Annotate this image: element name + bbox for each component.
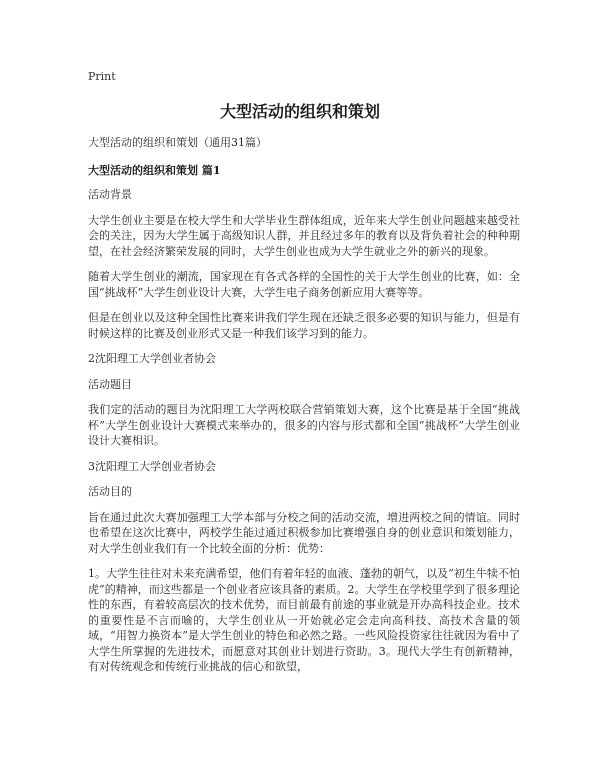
document-body: [88, 135, 520, 685]
body-paragraph: 1。大学生往往对未来充满希望，他们有着年轻的血液、蓬勃的朝气，以及“初生牛犊不怕虎”的精神，而这些都是一个创业者应该具备的素质。2。大学生在学校里学到了很多理论性的东西，有着较高层次的技术优势，而目前最有前途的事业就是开办高科技企业。技术的重要性是不言而喻的，大学生创业从一开始就必定会走向高科技、高技术含量的领域，“用智力换资本”是大学生创业的特色和必然之路。一些风险投资家往往就因为看中了大学生所掌握的先进技术，而愿意对其创业计划进行资助。3。现代大学生有创新精神，有对传统观念和传统行业挑战的信心和欲望，: [88, 567, 520, 673]
body-paragraph: 旨在通过此次大赛加强理工大学本部与分校之间的活动交流，增进两校之间的情谊。同时也希望在这次比赛中，两校学生能过通过积极参加比赛增强自身的创业意识和策划能力，对大学生创业我们有一个比较全面的分析：优势：: [88, 510, 520, 555]
body-paragraph: 但是在创业以及这种全国性比赛来讲我们学生现在还缺乏很多必要的知识与能力，但是有时候这样的比赛及创业形式又是一种我们该学习到的能力。: [88, 311, 520, 340]
section-label: 2沈阳理工大学创业者协会: [88, 352, 216, 365]
print-link[interactable]: Print: [88, 70, 116, 83]
page-title: 大型活动的组织和策划: [219, 102, 380, 121]
section-heading: 大型活动的组织和策划 篇1: [88, 163, 221, 177]
section-label: 活动目的: [88, 485, 132, 498]
body-paragraph: 随着大学生创业的潮流，国家现在有各式各样的全国性的关于大学生创业的比赛，如：全国“挑战杯”大学生创业设计大赛，大学生电子商务创新应用大赛等等。: [88, 270, 520, 299]
section-label: 活动背景: [88, 188, 132, 201]
body-paragraph: 大学生创业主要是在校大学生和大学毕业生群体组成，近年来大学生创业问题越来越受社会的关注，因为大学生属于高级知识人群，并且经过多年的教育以及背负着社会的种种期望，在社会经济繁荣发展的同时，大学生创业也成为大学生就业之外的新兴的现象。: [88, 213, 520, 258]
section-label: 活动题目: [88, 377, 132, 391]
document-subtitle: 大型活动的组织和策划（通用31篇）: [88, 136, 267, 149]
body-paragraph: 我们定的活动的题目为沈阳理工大学两校联合营销策划大赛，这个比赛是基于全国“挑战杯”大学生创业设计大赛模式来举办的，很多的内容与形式都和全国“挑战杯”大学生创业设计大赛相识。: [88, 403, 520, 447]
section-label: 3沈阳理工大学创业者协会: [88, 459, 216, 473]
